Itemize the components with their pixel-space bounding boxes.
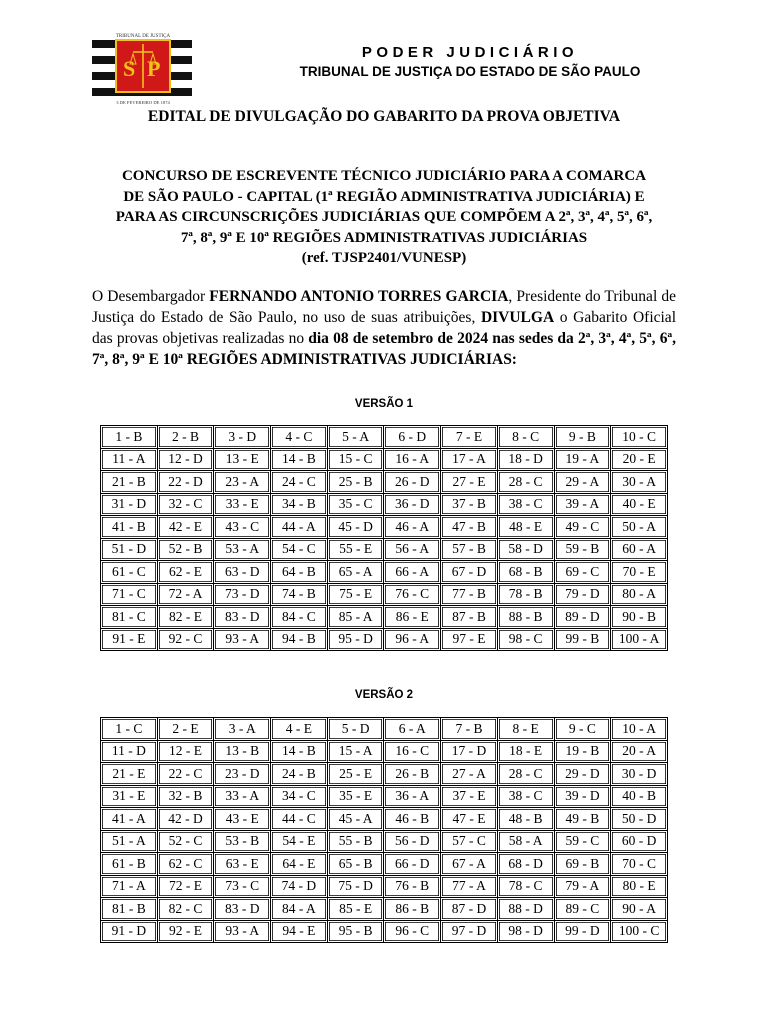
answer-cell: 43 - C	[214, 516, 271, 539]
answer-cell: 52 - C	[157, 830, 214, 853]
answer-cell: 24 - C	[271, 471, 328, 494]
answer-cell: 47 - E	[441, 808, 498, 831]
concurso-line-3: PARA AS CIRCUNSCRIÇÕES JUDICIÁRIAS QUE COMPÕEM A 2ª, 3ª, 4ª, 5ª, 6ª,	[115, 209, 653, 226]
answer-cell: 34 - B	[271, 493, 328, 516]
answer-cell: 23 - A	[214, 471, 271, 494]
answer-cell: 57 - C	[441, 830, 498, 853]
answer-cell: 66 - A	[384, 561, 441, 584]
answer-cell: 45 - D	[327, 516, 384, 539]
answer-cell: 63 - E	[214, 853, 271, 876]
answer-cell: 19 - A	[554, 448, 611, 471]
answer-cell: 43 - E	[214, 808, 271, 831]
answer-cell: 15 - A	[327, 740, 384, 763]
table-row	[101, 606, 668, 629]
answer-cell: 5 - A	[327, 426, 384, 449]
answer-cell: 41 - A	[101, 808, 158, 831]
answer-table-versao-2	[100, 717, 668, 943]
answer-cell: 97 - D	[441, 920, 498, 943]
table-row	[101, 516, 668, 539]
answer-cell: 11 - D	[101, 740, 158, 763]
answer-cell: 56 - D	[384, 830, 441, 853]
answer-cell: 4 - C	[271, 426, 328, 449]
answer-cell: 41 - B	[101, 516, 158, 539]
answer-cell: 60 - A	[611, 538, 668, 561]
answer-cell: 50 - A	[611, 516, 668, 539]
answer-cell: 7 - B	[441, 718, 498, 741]
answer-cell: 87 - D	[441, 898, 498, 921]
answer-cell: 14 - B	[271, 448, 328, 471]
answer-cell: 67 - D	[441, 561, 498, 584]
answer-cell: 42 - D	[157, 808, 214, 831]
answer-cell: 76 - C	[384, 583, 441, 606]
versao-1-label: VERSÃO 1	[354, 398, 414, 410]
answer-cell: 59 - C	[554, 830, 611, 853]
answer-cell: 81 - C	[101, 606, 158, 629]
answer-cell: 16 - C	[384, 740, 441, 763]
table-row	[101, 830, 668, 853]
answer-cell: 11 - A	[101, 448, 158, 471]
answer-cell: 5 - D	[327, 718, 384, 741]
answer-cell: 53 - B	[214, 830, 271, 853]
answer-cell: 80 - E	[611, 875, 668, 898]
versao-2-label: VERSÃO 2	[354, 689, 414, 701]
answer-cell: 58 - D	[497, 538, 554, 561]
answer-cell: 3 - D	[214, 426, 271, 449]
answer-cell: 27 - A	[441, 763, 498, 786]
table-row	[101, 426, 668, 449]
table-row	[101, 920, 668, 943]
answer-cell: 36 - A	[384, 785, 441, 808]
answer-cell: 76 - B	[384, 875, 441, 898]
answer-cell: 75 - D	[327, 875, 384, 898]
answer-cell: 37 - B	[441, 493, 498, 516]
answer-cell: 39 - A	[554, 493, 611, 516]
body-paragraph	[92, 286, 676, 370]
body-intro: O Desembargador	[92, 288, 210, 305]
org-name: PODER JUDICIÁRIO	[361, 44, 579, 61]
answer-cell: 65 - B	[327, 853, 384, 876]
answer-cell: 98 - C	[497, 628, 554, 651]
answer-cell: 8 - E	[497, 718, 554, 741]
answer-cell: 69 - C	[554, 561, 611, 584]
answer-cell: 96 - A	[384, 628, 441, 651]
answer-cell: 16 - A	[384, 448, 441, 471]
answer-cell: 61 - C	[101, 561, 158, 584]
answer-cell: 58 - A	[497, 830, 554, 853]
answer-cell: 21 - B	[101, 471, 158, 494]
answer-cell: 89 - C	[554, 898, 611, 921]
answer-cell: 35 - E	[327, 785, 384, 808]
answer-cell: 51 - A	[101, 830, 158, 853]
answer-cell: 1 - B	[101, 426, 158, 449]
answer-cell: 47 - B	[441, 516, 498, 539]
table-row	[101, 471, 668, 494]
answer-cell: 95 - D	[327, 628, 384, 651]
table-row	[101, 763, 668, 786]
answer-cell: 4 - E	[271, 718, 328, 741]
answer-cell: 31 - D	[101, 493, 158, 516]
answer-cell: 8 - C	[497, 426, 554, 449]
answer-cell: 79 - A	[554, 875, 611, 898]
answer-cell: 10 - A	[611, 718, 668, 741]
answer-cell: 60 - D	[611, 830, 668, 853]
answer-cell: 74 - D	[271, 875, 328, 898]
answer-cell: 85 - E	[327, 898, 384, 921]
answer-cell: 30 - D	[611, 763, 668, 786]
answer-cell: 64 - B	[271, 561, 328, 584]
concurso-line-4: 7ª, 8ª, 9ª E 10ª REGIÕES ADMINISTRATIVAS JUDICIÁRIAS	[180, 229, 588, 246]
answer-cell: 71 - C	[101, 583, 158, 606]
answer-cell: 90 - A	[611, 898, 668, 921]
answer-cell: 35 - C	[327, 493, 384, 516]
answer-cell: 77 - A	[441, 875, 498, 898]
answer-cell: 49 - B	[554, 808, 611, 831]
answer-cell: 33 - E	[214, 493, 271, 516]
answer-cell: 78 - B	[497, 583, 554, 606]
court-name: TRIBUNAL DE JUSTIÇA DO ESTADO DE SÃO PAULO	[299, 64, 641, 79]
answer-cell: 27 - E	[441, 471, 498, 494]
answer-cell: 82 - C	[157, 898, 214, 921]
answer-cell: 29 - A	[554, 471, 611, 494]
answer-cell: 53 - A	[214, 538, 271, 561]
answer-cell: 13 - E	[214, 448, 271, 471]
answer-cell: 9 - C	[554, 718, 611, 741]
answer-cell: 71 - A	[101, 875, 158, 898]
answer-cell: 48 - B	[497, 808, 554, 831]
logo-bottom-text: 3 DE FEVEREIRO DE 1874	[116, 100, 170, 105]
answer-cell: 55 - E	[327, 538, 384, 561]
answer-cell: 52 - B	[157, 538, 214, 561]
answer-cell: 67 - A	[441, 853, 498, 876]
answer-cell: 85 - A	[327, 606, 384, 629]
answer-cell: 24 - B	[271, 763, 328, 786]
answer-cell: 73 - D	[214, 583, 271, 606]
table-row	[101, 538, 668, 561]
answer-cell: 18 - D	[497, 448, 554, 471]
answer-cell: 54 - E	[271, 830, 328, 853]
answer-cell: 62 - E	[157, 561, 214, 584]
answer-cell: 79 - D	[554, 583, 611, 606]
answer-cell: 22 - D	[157, 471, 214, 494]
answer-cell: 61 - B	[101, 853, 158, 876]
concurso-ref: (ref. TJSP2401/VUNESP)	[301, 250, 467, 267]
answer-cell: 77 - B	[441, 583, 498, 606]
answer-cell: 40 - E	[611, 493, 668, 516]
answer-cell: 39 - D	[554, 785, 611, 808]
concurso-heading	[80, 166, 688, 269]
body-gabarito: o Gabarito Oficial das provas objetivas realizadas no	[92, 309, 676, 347]
answer-cell: 2 - B	[157, 426, 214, 449]
answer-cell: 6 - D	[384, 426, 441, 449]
answer-cell: 86 - B	[384, 898, 441, 921]
answer-cell: 1 - C	[101, 718, 158, 741]
answer-cell: 84 - C	[271, 606, 328, 629]
table-row	[101, 448, 668, 471]
answer-cell: 23 - D	[214, 763, 271, 786]
answer-cell: 98 - D	[497, 920, 554, 943]
answer-cell: 32 - C	[157, 493, 214, 516]
table-row	[101, 628, 668, 651]
table-row	[101, 740, 668, 763]
answer-cell: 57 - B	[441, 538, 498, 561]
document-header	[90, 22, 690, 112]
answer-cell: 92 - E	[157, 920, 214, 943]
answer-cell: 56 - A	[384, 538, 441, 561]
answer-cell: 50 - D	[611, 808, 668, 831]
answer-cell: 81 - B	[101, 898, 158, 921]
answer-cell: 30 - A	[611, 471, 668, 494]
answer-cell: 91 - E	[101, 628, 158, 651]
answer-cell: 19 - B	[554, 740, 611, 763]
document-title: EDITAL DE DIVULGAÇÃO DO GABARITO DA PROVA OBJETIVA	[147, 108, 621, 125]
answer-cell: 28 - C	[497, 763, 554, 786]
logo-top-text: TRIBUNAL DE JUSTIÇA	[115, 34, 171, 39]
answer-cell: 17 - A	[441, 448, 498, 471]
answer-cell: 34 - C	[271, 785, 328, 808]
answer-cell: 99 - B	[554, 628, 611, 651]
answer-cell: 12 - D	[157, 448, 214, 471]
president-name: FERNANDO ANTONIO TORRES GARCIA	[209, 288, 509, 305]
answer-cell: 70 - C	[611, 853, 668, 876]
answer-cell: 15 - C	[327, 448, 384, 471]
concurso-line-2: DE SÃO PAULO - CAPITAL (1ª REGIÃO ADMINISTRATIVA JUDICIÁRIA) E	[123, 188, 645, 205]
answer-cell: 55 - B	[327, 830, 384, 853]
answer-cell: 31 - E	[101, 785, 158, 808]
answer-cell: 6 - A	[384, 718, 441, 741]
answer-cell: 99 - D	[554, 920, 611, 943]
answer-cell: 65 - A	[327, 561, 384, 584]
answer-cell: 74 - B	[271, 583, 328, 606]
answer-cell: 26 - D	[384, 471, 441, 494]
logo-letter-s: S	[123, 56, 136, 81]
answer-cell: 73 - C	[214, 875, 271, 898]
table-row	[101, 898, 668, 921]
answer-cell: 78 - C	[497, 875, 554, 898]
answer-cell: 46 - A	[384, 516, 441, 539]
answer-cell: 84 - A	[271, 898, 328, 921]
answer-cell: 96 - C	[384, 920, 441, 943]
answer-cell: 90 - B	[611, 606, 668, 629]
answer-cell: 70 - E	[611, 561, 668, 584]
answer-cell: 9 - B	[554, 426, 611, 449]
answer-cell: 13 - B	[214, 740, 271, 763]
divulga-word: DIVULGA	[480, 309, 555, 326]
answer-cell: 89 - D	[554, 606, 611, 629]
answer-cell: 25 - E	[327, 763, 384, 786]
answer-cell: 49 - C	[554, 516, 611, 539]
answer-cell: 68 - D	[497, 853, 554, 876]
answer-cell: 46 - B	[384, 808, 441, 831]
answer-cell: 93 - A	[214, 628, 271, 651]
answer-cell: 72 - E	[157, 875, 214, 898]
answer-cell: 44 - A	[271, 516, 328, 539]
table-row	[101, 583, 668, 606]
tjsp-logo	[92, 30, 192, 108]
answer-cell: 37 - E	[441, 785, 498, 808]
answer-cell: 29 - D	[554, 763, 611, 786]
answer-cell: 40 - B	[611, 785, 668, 808]
answer-cell: 93 - A	[214, 920, 271, 943]
table-row	[101, 808, 668, 831]
answer-cell: 64 - E	[271, 853, 328, 876]
answer-cell: 44 - C	[271, 808, 328, 831]
answer-cell: 21 - E	[101, 763, 158, 786]
answer-cell: 12 - E	[157, 740, 214, 763]
answer-cell: 7 - E	[441, 426, 498, 449]
answer-cell: 26 - B	[384, 763, 441, 786]
answer-cell: 82 - E	[157, 606, 214, 629]
answer-cell: 22 - C	[157, 763, 214, 786]
answer-cell: 97 - E	[441, 628, 498, 651]
answer-cell: 32 - B	[157, 785, 214, 808]
answer-cell: 59 - B	[554, 538, 611, 561]
body-role: , Presidente do Tribunal de Justiça do Estado de São Paulo, no uso de suas atribuições,	[92, 288, 676, 326]
answer-cell: 3 - A	[214, 718, 271, 741]
table-row	[101, 853, 668, 876]
answer-cell: 48 - E	[497, 516, 554, 539]
answer-cell: 36 - D	[384, 493, 441, 516]
answer-cell: 33 - A	[214, 785, 271, 808]
table-row	[101, 718, 668, 741]
answer-cell: 83 - D	[214, 898, 271, 921]
answer-cell: 92 - C	[157, 628, 214, 651]
answer-cell: 88 - D	[497, 898, 554, 921]
answer-cell: 54 - C	[271, 538, 328, 561]
answer-cell: 25 - B	[327, 471, 384, 494]
answer-cell: 68 - B	[497, 561, 554, 584]
answer-cell: 14 - B	[271, 740, 328, 763]
answer-cell: 87 - B	[441, 606, 498, 629]
answer-cell: 66 - D	[384, 853, 441, 876]
answer-cell: 83 - D	[214, 606, 271, 629]
answer-cell: 86 - E	[384, 606, 441, 629]
answer-cell: 94 - B	[271, 628, 328, 651]
answer-cell: 51 - D	[101, 538, 158, 561]
answer-cell: 100 - C	[611, 920, 668, 943]
answer-cell: 2 - E	[157, 718, 214, 741]
answer-cell: 75 - E	[327, 583, 384, 606]
table-row	[101, 561, 668, 584]
table-row	[101, 493, 668, 516]
answer-cell: 95 - B	[327, 920, 384, 943]
table-row	[101, 785, 668, 808]
answer-cell: 20 - A	[611, 740, 668, 763]
answer-cell: 63 - D	[214, 561, 271, 584]
answer-cell: 18 - E	[497, 740, 554, 763]
answer-cell: 38 - C	[497, 493, 554, 516]
answer-cell: 88 - B	[497, 606, 554, 629]
exam-date-regions: dia 08 de setembro de 2024 nas sedes da 2ª, 3ª, 4ª, 5ª, 6ª, 7ª, 8ª, 9ª E 10ª REGIÕES ADMINISTRATIVAS JUDICIÁRIAS:	[92, 330, 676, 368]
answer-cell: 17 - D	[441, 740, 498, 763]
answer-cell: 80 - A	[611, 583, 668, 606]
answer-cell: 69 - B	[554, 853, 611, 876]
answer-cell: 62 - C	[157, 853, 214, 876]
answer-cell: 94 - E	[271, 920, 328, 943]
answer-cell: 38 - C	[497, 785, 554, 808]
answer-table-versao-1	[100, 425, 668, 651]
answer-cell: 28 - C	[497, 471, 554, 494]
concurso-line-1: CONCURSO DE ESCREVENTE TÉCNICO JUDICIÁRIO PARA A COMARCA	[121, 168, 647, 184]
logo-letter-p: P	[147, 56, 161, 81]
answer-cell: 100 - A	[611, 628, 668, 651]
answer-cell: 42 - E	[157, 516, 214, 539]
answer-cell: 20 - E	[611, 448, 668, 471]
answer-cell: 91 - D	[101, 920, 158, 943]
table-row	[101, 875, 668, 898]
answer-cell: 10 - C	[611, 426, 668, 449]
answer-cell: 45 - A	[327, 808, 384, 831]
answer-cell: 72 - A	[157, 583, 214, 606]
